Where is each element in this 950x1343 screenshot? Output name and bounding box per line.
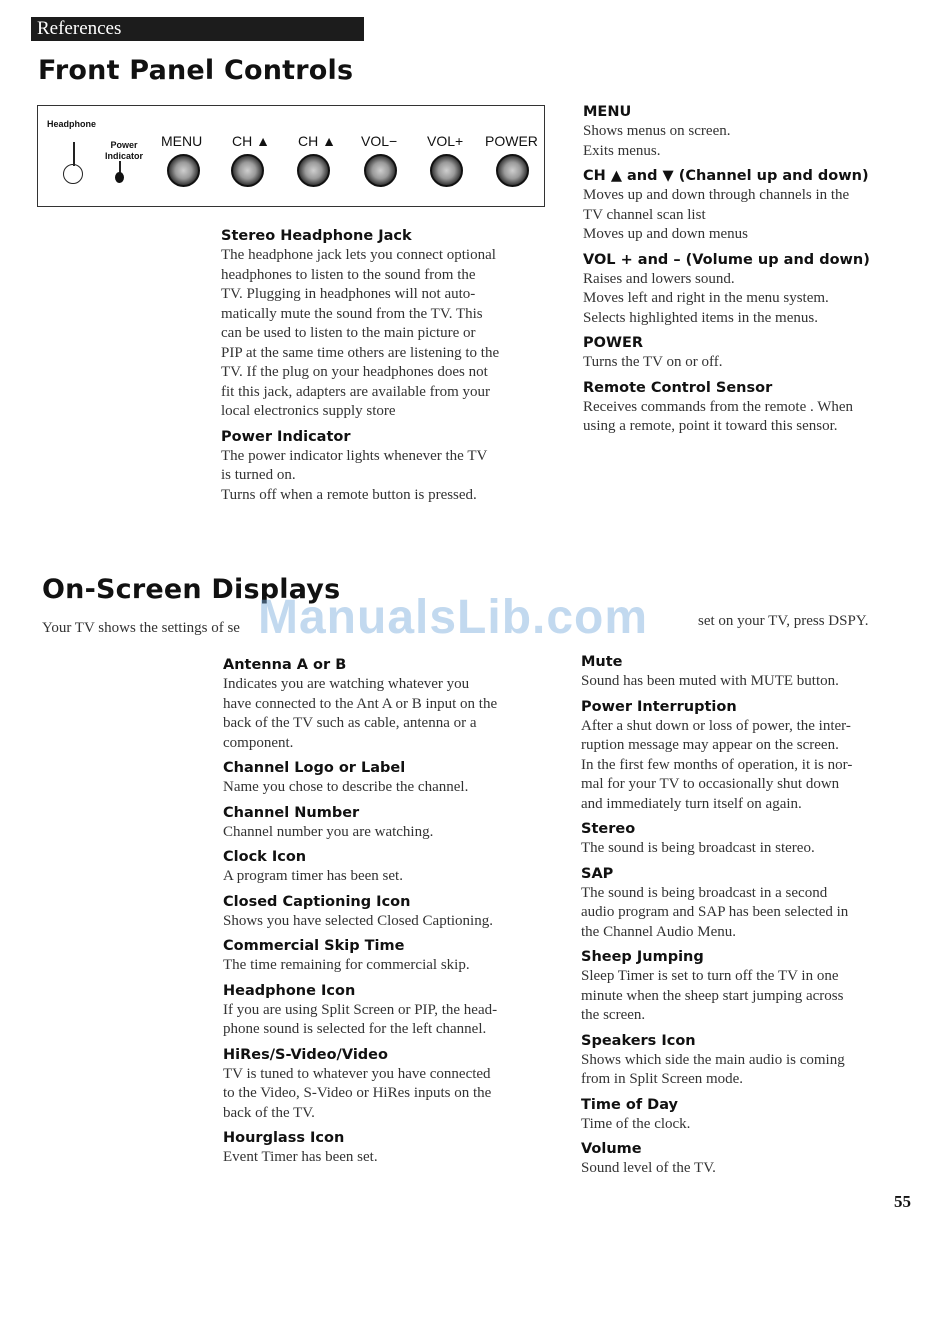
item-text-line: using a remote, point it toward this sensor. — [583, 418, 838, 434]
info-item — [581, 653, 921, 698]
item-text-line: Shows menus on screen. — [583, 123, 731, 139]
item-heading: Antenna A or B — [223, 657, 347, 673]
on-screen-right-column — [581, 653, 921, 1185]
item-text-line: minute when the sheep start jumping across — [581, 987, 844, 1004]
item-text-line: TV. If the plug on your headphones does not — [221, 364, 488, 380]
item-text-line: Time of the clock. — [581, 1115, 691, 1132]
power-indicator-label: Power Indicator — [104, 140, 143, 161]
info-item — [223, 982, 563, 1046]
item-heading: POWER — [583, 335, 644, 351]
item-heading: Clock Icon — [223, 849, 307, 865]
item-text-line: Sound has been muted with MUTE button. — [581, 673, 839, 689]
item-text-line: the screen. — [581, 1007, 646, 1023]
item-text-line: The sound is being broadcast in a second — [581, 884, 828, 901]
item-heading: SAP — [581, 865, 614, 882]
item-heading: CH ▲ and ▼ (Channel up and down) — [583, 168, 869, 184]
info-item — [221, 428, 561, 512]
item-text-line: Moves up and down through channels in the — [583, 187, 850, 203]
item-text-line: Indicates you are watching whatever you — [223, 676, 470, 692]
control-label-power: POWER — [485, 133, 538, 149]
item-heading: Commercial Skip Time — [223, 938, 405, 954]
info-item — [581, 865, 921, 949]
item-text-line: back of the TV. — [223, 1104, 315, 1121]
info-item — [223, 937, 563, 982]
info-item — [221, 227, 561, 428]
item-heading: Sheep Jumping — [581, 949, 704, 965]
info-item — [223, 759, 563, 804]
info-item — [581, 698, 921, 821]
item-heading: Stereo Headphone Jack — [221, 228, 412, 244]
item-text-line: TV channel scan list — [583, 206, 706, 223]
item-text-line: Receives commands from the remote . When — [583, 398, 854, 415]
item-text-line: Channel number you are watching. — [223, 823, 434, 840]
vol-down-knob-icon — [364, 154, 397, 187]
item-heading: Hourglass Icon — [223, 1130, 345, 1146]
item-heading: Headphone Icon — [223, 982, 356, 999]
front-panel-diagram — [37, 105, 545, 207]
item-text-line: Shows you have selected Closed Captioning. — [223, 912, 493, 929]
front-panel-left-column — [221, 227, 561, 511]
item-text-line: back of the TV such as cable, antenna or a — [223, 715, 477, 731]
info-item — [223, 893, 563, 938]
info-item — [583, 379, 923, 443]
menu-knob-icon — [167, 154, 200, 187]
item-text-line: Name you chose to describe the channel. — [223, 779, 469, 795]
item-text-line: matically mute the sound from the TV. This — [221, 305, 483, 322]
power-knob-icon — [496, 154, 529, 187]
item-text-line: Sound level of the TV. — [581, 1160, 716, 1176]
item-heading: VOL + and – (Volume up and down) — [583, 251, 870, 268]
item-text-line: headphones to listen to the sound from the — [221, 266, 476, 283]
headphone-jack-line — [73, 142, 75, 166]
watermark: ManualsLib.com — [258, 591, 649, 644]
item-heading: Time of Day — [581, 1096, 678, 1113]
item-text-line: Turns the TV on or off. — [583, 354, 723, 370]
ch-down-knob-icon — [297, 154, 330, 187]
item-text-line: mal for your TV to occasionally shut down — [581, 776, 840, 792]
page-number: 55 — [894, 1192, 911, 1211]
item-text-line: local electronics supply store — [221, 403, 396, 419]
item-heading: MENU — [583, 104, 632, 120]
info-item — [581, 1032, 921, 1096]
item-text-line: phone sound is selected for the left channel. — [223, 1021, 487, 1037]
front-panel-right-column — [583, 103, 923, 443]
item-text-line: Selects highlighted items in the menus. — [583, 309, 818, 326]
section-label: References — [31, 17, 364, 41]
item-text-line: Event Timer has been set. — [223, 1149, 378, 1165]
power-indicator-led-icon — [115, 172, 124, 183]
item-heading: Closed Captioning Icon — [223, 893, 411, 910]
headphone-jack-icon — [63, 164, 83, 184]
item-text-line: TV. Plugging in headphones will not auto- — [221, 286, 476, 302]
item-text-line: TV is tuned to whatever you have connected — [223, 1065, 491, 1082]
item-text-line: can be used to listen to the main picture or — [221, 325, 476, 341]
front-panel-title: Front Panel Controls — [38, 55, 354, 86]
info-item — [223, 804, 563, 849]
item-text-line: Moves up and down menus — [583, 226, 748, 242]
item-text-line: Shows which side the main audio is coming — [581, 1051, 845, 1068]
info-item — [581, 1140, 921, 1185]
item-text-line: Moves left and right in the menu system. — [583, 290, 829, 306]
item-text-line: The headphone jack lets you connect optional — [221, 247, 496, 263]
item-text-line: Exits menus. — [583, 142, 661, 159]
item-text-line: Raises and lowers sound. — [583, 270, 735, 287]
info-item — [223, 656, 563, 759]
item-text-line: The time remaining for commercial skip. — [223, 957, 470, 973]
item-heading: Channel Logo or Label — [223, 760, 406, 776]
control-label-vol-up: VOL+ — [427, 133, 464, 149]
control-label-ch-down: CH ▲ — [298, 133, 336, 149]
headphone-label: Headphone — [47, 119, 97, 129]
item-heading: Power Interruption — [581, 698, 737, 715]
item-text-line: component. — [223, 734, 294, 751]
item-text-line: and immediately turn itself on again. — [581, 795, 802, 812]
vol-up-knob-icon — [430, 154, 463, 187]
on-screen-title: On-Screen Displays — [42, 574, 341, 605]
item-text-line: Turns off when a remote button is pressed. — [221, 486, 477, 503]
item-heading: Speakers Icon — [581, 1032, 696, 1049]
item-heading: Remote Control Sensor — [583, 379, 773, 396]
item-text-line: The sound is being broadcast in stereo. — [581, 840, 815, 856]
info-item — [223, 848, 563, 893]
item-text-line: After a shut down or loss of power, the inter- — [581, 717, 851, 734]
ch-up-knob-icon — [231, 154, 264, 187]
item-text-line: have connected to the Ant A or B input on the — [223, 695, 498, 712]
info-item — [581, 948, 921, 1032]
intro-start: Your TV shows the settings of se — [42, 620, 240, 636]
on-screen-intro — [42, 613, 912, 637]
control-label-menu: MENU — [161, 133, 203, 149]
item-text-line: the Channel Audio Menu. — [581, 923, 736, 940]
info-item — [581, 820, 921, 865]
item-text-line: from in Split Screen mode. — [581, 1071, 744, 1087]
item-heading: Mute — [581, 654, 623, 670]
info-item — [583, 251, 923, 335]
info-item — [223, 1046, 563, 1130]
intro-end: set on your TV, press DSPY. — [698, 613, 869, 629]
item-text-line: ruption message may appear on the screen. — [581, 737, 839, 753]
on-screen-left-column — [223, 656, 563, 1174]
info-item — [583, 103, 923, 167]
item-text-line: fit this jack, adapters are available from your — [221, 383, 491, 400]
item-heading: Stereo — [581, 821, 636, 837]
item-heading: Channel Number — [223, 804, 360, 821]
item-text-line: In the first few months of operation, it is nor- — [581, 756, 853, 773]
info-item — [583, 334, 923, 379]
item-heading: Volume — [581, 1141, 642, 1157]
control-label-vol-down: VOL− — [361, 133, 398, 149]
item-text-line: A program timer has been set. — [223, 868, 403, 884]
item-text-line: The power indicator lights whenever the TV — [221, 447, 488, 464]
item-text-line: to the Video, S-Video or HiRes inputs on the — [223, 1085, 492, 1101]
item-text-line: Sleep Timer is set to turn off the TV in one — [581, 968, 839, 984]
control-label-ch-up: CH ▲ — [232, 133, 270, 149]
item-heading: HiRes/S-Video/Video — [223, 1046, 388, 1063]
item-text-line: audio program and SAP has been selected in — [581, 904, 849, 920]
item-text-line: If you are using Split Screen or PIP, the head- — [223, 1001, 498, 1018]
info-item — [581, 1096, 921, 1141]
item-text-line: PIP at the same time others are listening to the — [221, 344, 500, 361]
item-heading: Power Indicator — [221, 428, 351, 445]
info-item — [583, 167, 923, 251]
info-item — [223, 1129, 563, 1174]
item-text-line: is turned on. — [221, 467, 296, 483]
